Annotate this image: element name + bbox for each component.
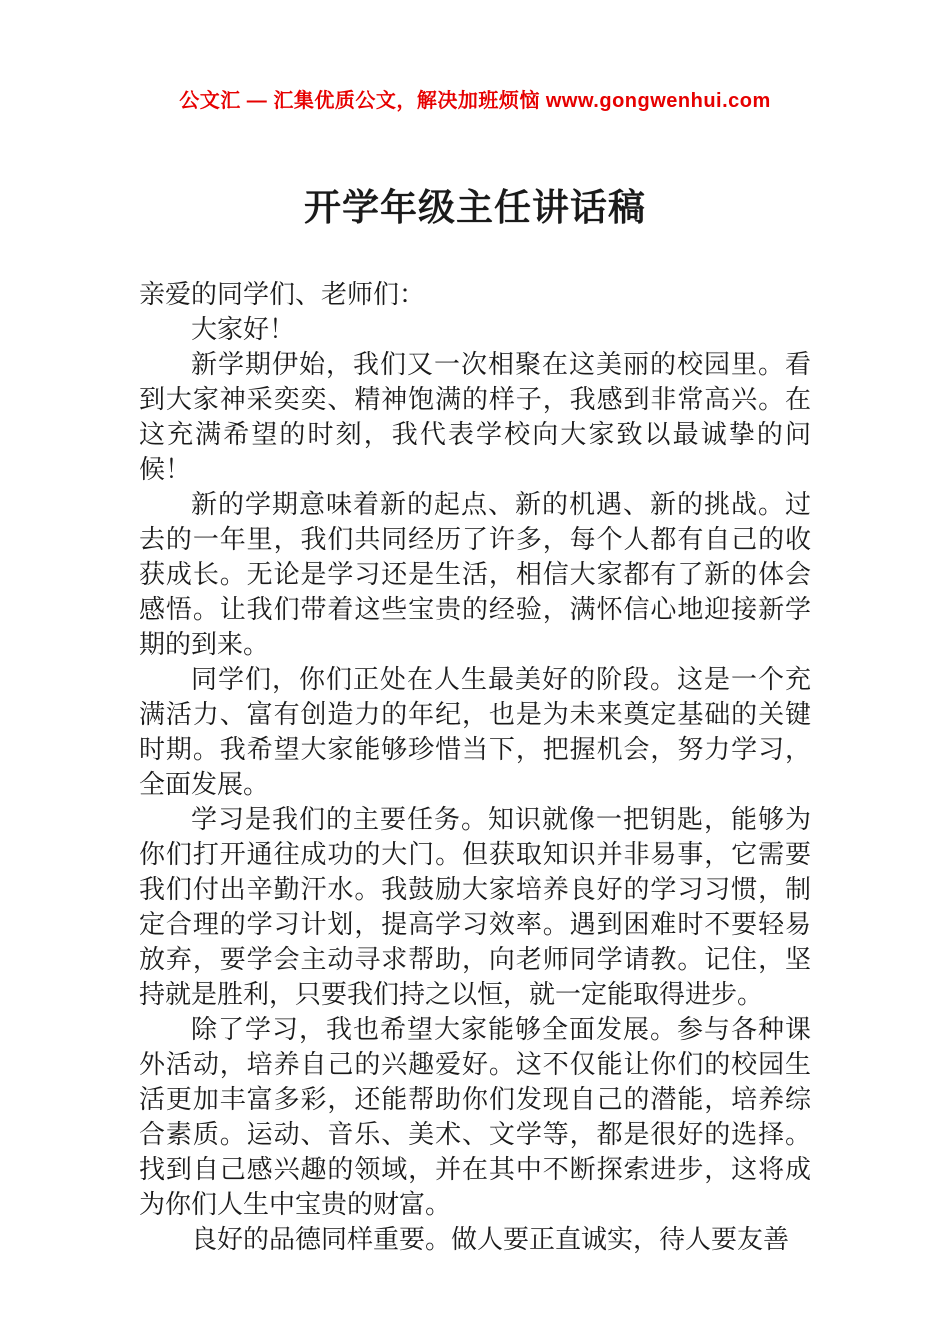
paragraph: 除了学习，我也希望大家能够全面发展。参与各种课外活动，培养自己的兴趣爱好。这不仅能让你们的校园生活更加丰富多彩，还能帮助你们发现自己的潜能，培养综合素质。运动、音乐、美术、文学等，都是很好的选择。找到自己感兴趣的领域，并在其中不断探索进步，这将成为你们人生中宝贵的财富。 [139, 1014, 811, 1219]
paragraph: 新的学期意味着新的起点、新的机遇、新的挑战。过去的一年里，我们共同经历了许多，每个人都有自己的收获成长。无论是学习还是生活，相信大家都有了新的体会感悟。让我们带着这些宝贵的经验，满怀信心地迎接新学期的到来。 [139, 489, 811, 659]
salutation: 亲爱的同学们、老师们： [139, 279, 426, 309]
paragraph: 学习是我们的主要任务。知识就像一把钥匙，能够为你们打开通往成功的大门。但获取知识并非易事，它需要我们付出辛勤汗水。我鼓励大家培养良好的学习习惯，制定合理的学习计划，提高学习效率。遇到困难时不要轻易放弃，要学会主动寻求帮助，向老师同学请教。记住，坚持就是胜利，只要我们持之以恒，就一定能取得进步。 [139, 804, 811, 1009]
promo-header: 公文汇 — 汇集优质公文，解决加班烦恼 www.gongwenhui.com [179, 90, 771, 112]
paragraph: 良好的品德同样重要。做人要正直诚实，待人要友善 [191, 1224, 790, 1254]
paragraph: 新学期伊始，我们又一次相聚在这美丽的校园里。看到大家神采奕奕、精神饱满的样子，我感到非常高兴。在这充满希望的时刻，我代表学校向大家致以最诚挚的问候！ [139, 349, 811, 484]
document-title: 开学年级主任讲话稿 [304, 187, 646, 228]
document-body [139, 277, 811, 1257]
paragraph: 大家好！ [191, 314, 296, 344]
paragraph: 同学们，你们正处在人生最美好的阶段。这是一个充满活力、富有创造力的年纪，也是为未来奠定基础的关键时期。我希望大家能够珍惜当下，把握机会，努力学习，全面发展。 [139, 664, 811, 799]
